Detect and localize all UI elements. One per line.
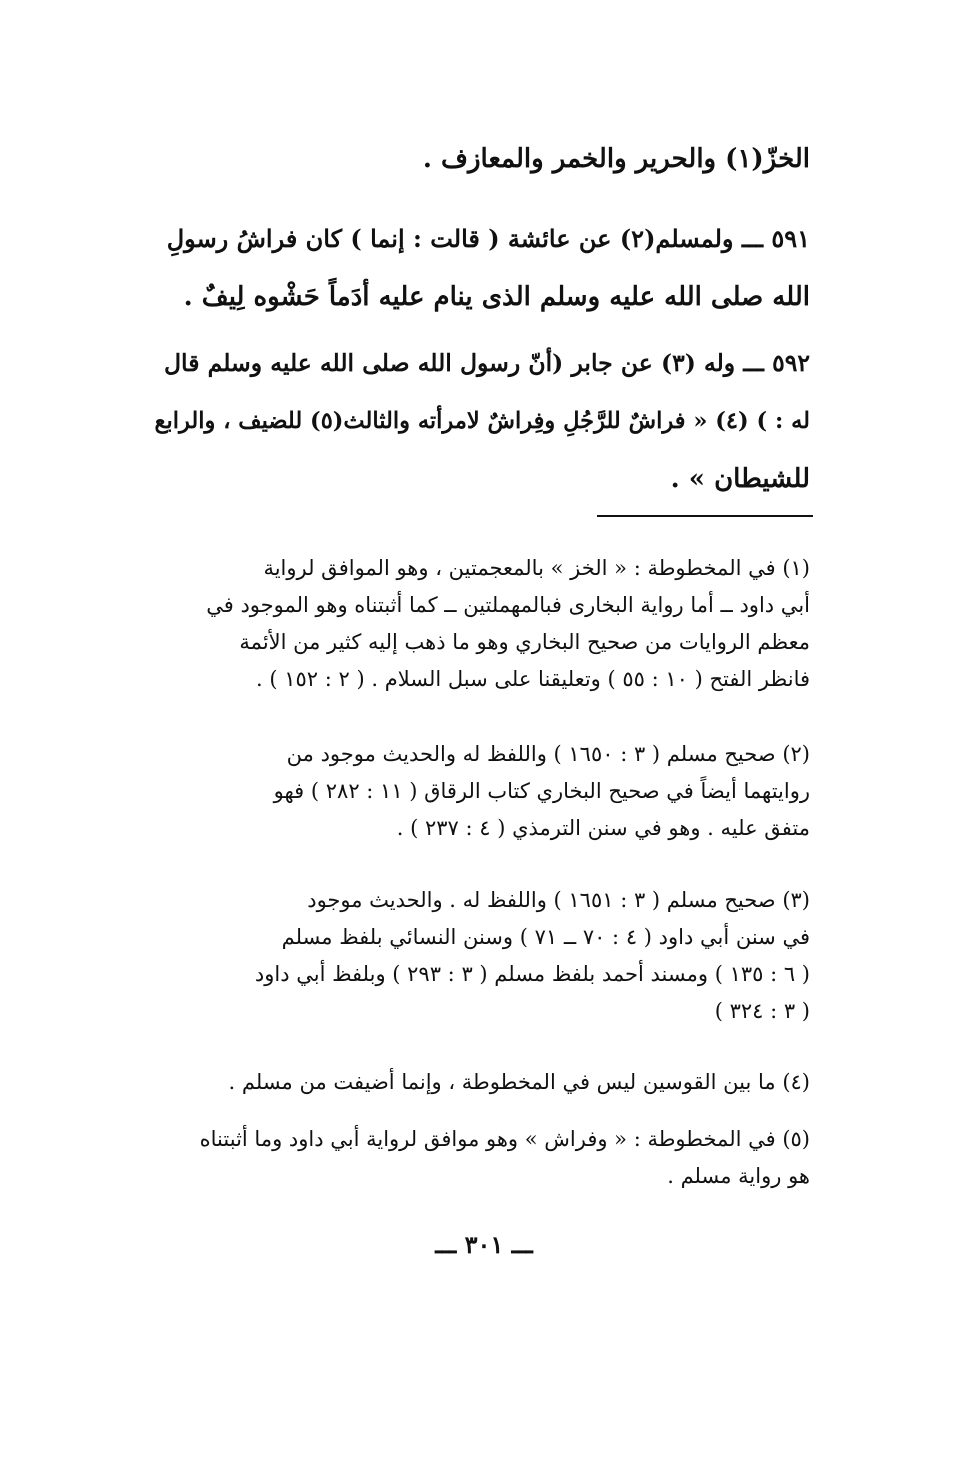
footnote-line: روايتهما أيضاً في صحيح البخاري كتاب الرقاق ( ١١ : ٢٨٢ ) فهو: [273, 779, 810, 803]
footnote-line: (٣) صحيح مسلم ( ٣ : ١٦٥١ ) واللفظ له . والحديث موجود: [307, 888, 810, 912]
footnote-line: معظم الروايات من صحيح البخاري وهو ما ذهب إليه كثير من الأئمة: [239, 630, 810, 654]
footnote-line: (٤) ما بين القوسين ليس في المخطوطة ، وإنما أضيفت من مسلم .: [228, 1070, 810, 1094]
hadith-592: [155, 334, 810, 508]
page-number: ـــ ٣٠١ ـــ: [435, 1230, 533, 1259]
text-line: للشيطان » .: [670, 464, 810, 494]
text-line: له : ) (٤) « فراشٌ للرَّجُلِ وفِراشٌ لامرأته والثالث(٥) للضيف ، والرابع: [155, 408, 810, 434]
text-line: الله صلى الله عليه وسلم الذى ينام عليه أدَماً حَشْوه لِيفٌ .: [183, 282, 810, 312]
text-line: الخزّ(١) والحرير والخمر والمعازف .: [422, 144, 810, 174]
footnote-line: (٥) في المخطوطة : « وفراش » وهو موافق لرواية أبي داود وما أثبتناه: [199, 1127, 810, 1151]
footnote-line: في سنن أبي داود ( ٤ : ٧٠ ــ ٧١ ) وسنن النسائي بلفظ مسلم: [281, 925, 810, 949]
footnote-line: (١) في المخطوطة : « الخز » بالمعجمتين ، وهو الموافق لرواية: [263, 556, 810, 580]
text-line: ٥٩١ ـــ ولمسلم(٢) عن عائشة ( قالت : إنما ) كان فراشُ رسولِ: [166, 224, 810, 253]
paragraph-continuation: [155, 130, 810, 188]
footnote-1: [155, 550, 810, 698]
footnote-2: [155, 736, 810, 847]
footnote-line: (٢) صحيح مسلم ( ٣ : ١٦٥٠ ) واللفظ له والحديث موجود من: [286, 742, 810, 766]
footnote-3: [155, 882, 810, 1030]
hadith-591: [155, 210, 810, 326]
footnote-divider: [597, 515, 813, 517]
footnote-line: ( ٣ : ٣٢٤ ): [714, 999, 810, 1023]
footnote-line: هو رواية مسلم .: [667, 1164, 810, 1188]
footnote-4: [155, 1064, 810, 1101]
footnote-line: ( ٦ : ١٣٥ ) ومسند أحمد بلفظ مسلم ( ٣ : ٢٩٣ ) وبلفظ أبي داود: [254, 962, 810, 986]
footnote-line: متفق عليه . وهو في سنن الترمذي ( ٤ : ٢٣٧ ) .: [396, 816, 810, 840]
footnote-5: [155, 1121, 810, 1195]
footnote-line: فانظر الفتح ( ١٠ : ٥٥ ) وتعليقنا على سبل السلام . ( ٢ : ١٥٢ ) .: [256, 667, 810, 691]
text-line: ٥٩٢ ـــ وله (٣) عن جابر (أنّ رسول الله صلى الله عليه وسلم قال: [163, 349, 810, 377]
footnote-line: أبي داود ــ أما رواية البخارى فبالمهملتين ــ كما أثبتناه وهو الموجود في: [206, 593, 810, 617]
